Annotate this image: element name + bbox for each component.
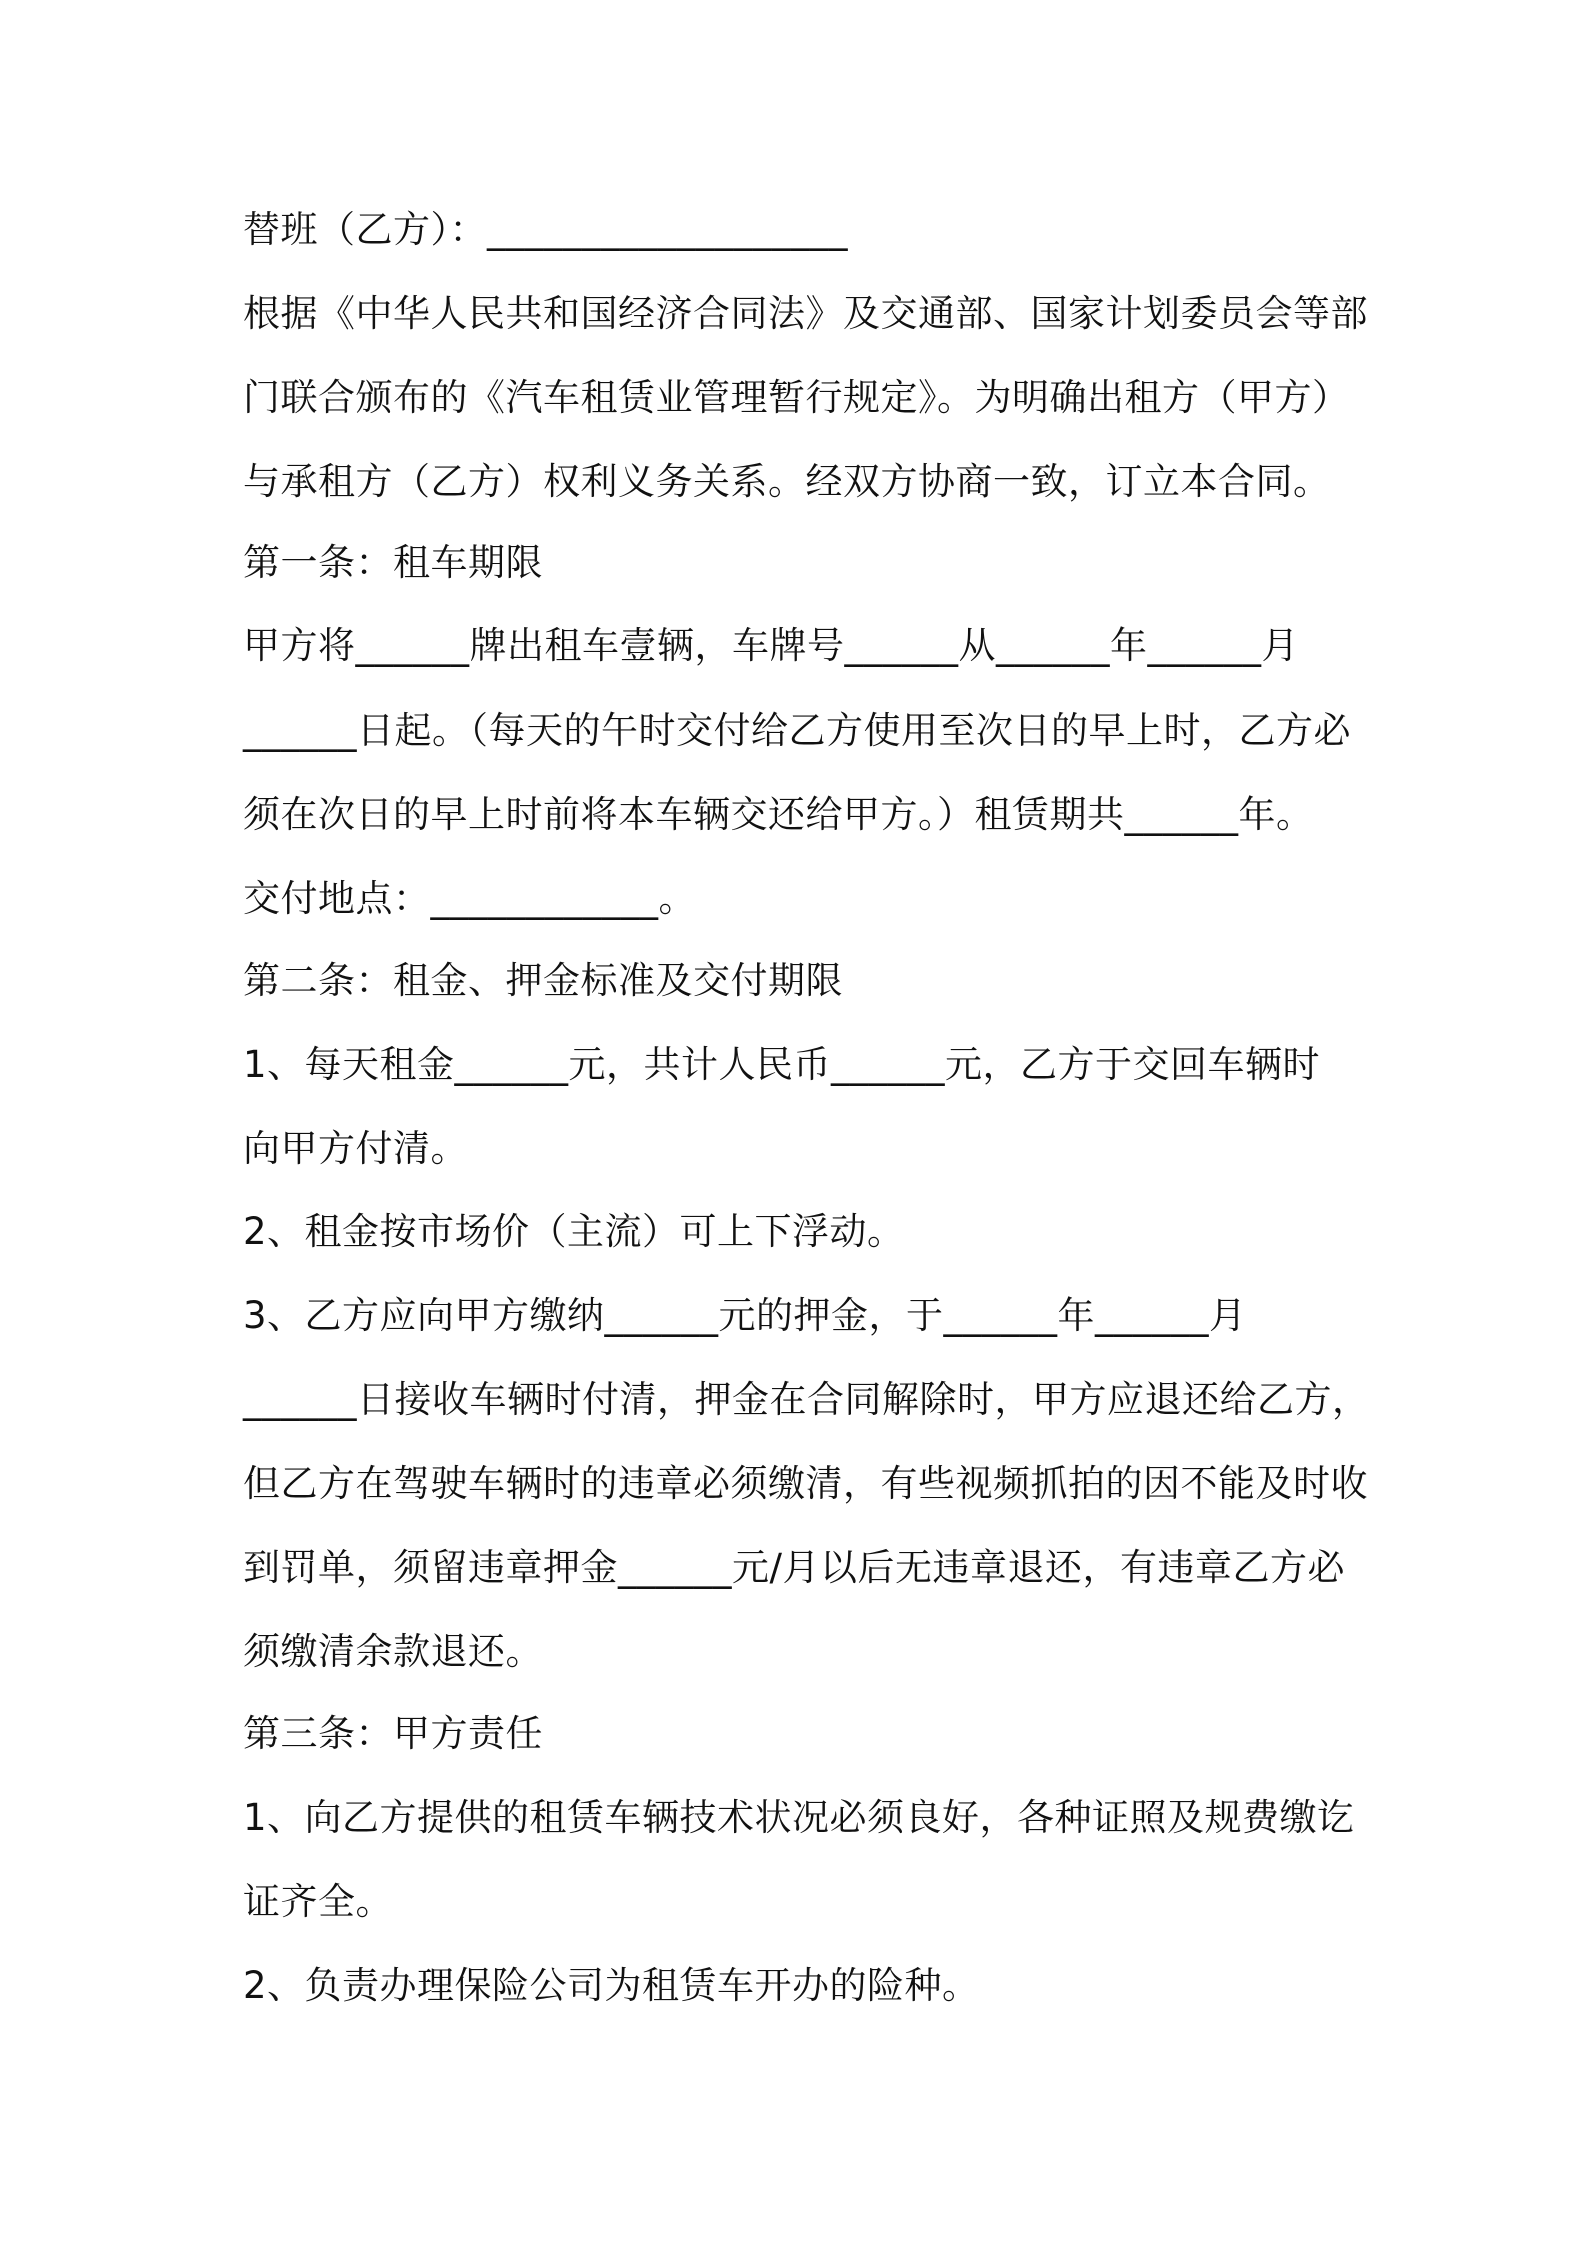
article-2-item-3-line-3: 但乙方在驾驶车辆时的违章必须缴清，有些视频抓拍的因不能及时收 xyxy=(243,1462,1368,1505)
article-3-item-1-line-2: 证齐全。 xyxy=(243,1880,393,1923)
article-2-heading: 第二条：租金、押金标准及交付期限 xyxy=(243,959,843,1002)
article-3-heading: 第三条：甲方责任 xyxy=(243,1712,543,1755)
article-3-item-1-line-1: 1、向乙方提供的租赁车辆技术状况必须良好，各种证照及规费缴讫 xyxy=(243,1796,1355,1839)
article-2-item-1-line-1: 1、每天租金______元，共计人民币______元，乙方于交回车辆时 xyxy=(243,1043,1321,1086)
article-1-heading: 第一条：租车期限 xyxy=(243,541,543,584)
delivery-location-line: 交付地点：____________。 xyxy=(243,877,696,920)
article-2-item-1-line-2: 向甲方付清。 xyxy=(243,1127,468,1170)
article-1-line-3: 须在次日的早上时前将本车辆交还给甲方。）租赁期共______年。 xyxy=(243,793,1314,836)
article-2-item-3-line-1: 3、乙方应向甲方缴纳______元的押金，于______年______月 xyxy=(243,1294,1247,1337)
article-1-line-1: 甲方将______牌出租车壹辆，车牌号______从______年______月 xyxy=(243,624,1299,667)
article-1-line-2: ______日起。（每天的午时交付给乙方使用至次日的早上时，乙方必 xyxy=(243,709,1351,752)
article-2-item-3-line-5: 须缴清余款退还。 xyxy=(243,1630,543,1673)
article-2-item-2: 2、租金按市场价（主流）可上下浮动。 xyxy=(243,1210,905,1253)
article-3-item-2: 2、负责办理保险公司为租赁车开办的险种。 xyxy=(243,1964,980,2007)
preamble-line-3: 与承租方（乙方）权利义务关系。经双方协商一致，订立本合同。 xyxy=(243,460,1331,503)
preamble-line-2: 门联合颁布的《汽车租赁业管理暂行规定》。为明确出租方（甲方） xyxy=(243,376,1350,419)
article-2-item-3-line-4: 到罚单，须留违章押金______元/月以后无违章退还，有违章乙方必 xyxy=(243,1546,1345,1589)
substitute-party-b-line: 替班（乙方）：___________________ xyxy=(243,208,848,251)
article-2-item-3-line-2: ______日接收车辆时付清，押金在合同解除时，甲方应退还给乙方， xyxy=(243,1378,1370,1421)
preamble-line-1: 根据《中华人民共和国经济合同法》及交通部、国家计划委员会等部 xyxy=(243,292,1368,335)
